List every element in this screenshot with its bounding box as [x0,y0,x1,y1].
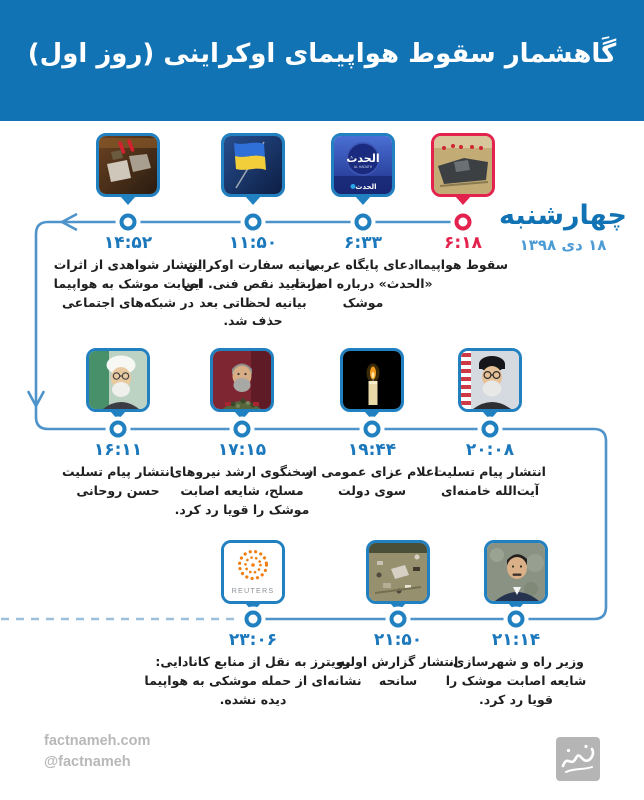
entry-time: ۱۷:۱۵ [217,440,267,460]
khamenei-photo [458,348,522,412]
date-label: ۱۸ دی ۱۳۹۸ [519,236,607,255]
photo-pointer [364,411,380,420]
entry-time: ۲۱:۵۰ [373,630,423,650]
entry-text: انتشار شواهدی از اثرات اصابت موشک به هواپیما در شبکه‌های اجتماعی [53,257,203,310]
crash-report-photo [366,540,430,604]
timeline-node [355,214,372,231]
alhadath-circle-text: الحدث [346,152,380,165]
header-bar [0,0,644,121]
entry-text: بیانیه سفارت اوکراین در تایید نقص فنی. این بیانیه لحظاتی بعد حذف شد. [183,257,323,329]
page-title: گَاهشمار سقوط هواپیمای اوکراینی (روز اول) [27,38,617,69]
photo-pointer [234,411,250,420]
entry-text: سخنگوی ارشد نیروهای مسلح، شایعه اصابت موشک را قویا رد کرد. [170,464,314,517]
photo-pointer [245,196,261,205]
timeline-node [508,611,525,628]
ukraine-flag-photo [221,133,285,197]
photo-pointer [482,411,498,420]
timeline-node [455,214,472,231]
entry-time: ۶:۳۳ [344,233,382,253]
alhadath-logo [331,133,395,197]
timeline-node [120,214,137,231]
wreckage-evidence-photo [96,133,160,197]
rouhani-photo [86,348,150,412]
footer-website: factnameh.com [44,733,151,749]
entry-time: ۱۹:۴۴ [347,440,397,460]
entry-text: انتشار پیام تسلیت حسن روحانی [62,464,174,498]
timeline-node [110,421,127,438]
photo-pointer [120,196,136,205]
timeline-node [234,421,251,438]
timeline-node [482,421,499,438]
weekday-label: چهارشنبه [499,200,627,231]
crash-site-photo [431,133,495,197]
entry-time: ۶:۱۸ [444,233,482,253]
entry-time: ۱۶:۱۱ [93,440,143,460]
entry-time: ۲۳:۰۶ [228,630,278,650]
reuters-logo [221,540,285,604]
entry-text: وزیر راه و شهرسازی، شایعه اصابت موشک را قویا رد کرد. [445,654,587,707]
entry-time: ۱۱:۵۰ [228,233,278,253]
factnameh-logo [556,737,600,785]
armed-forces-spokesman-photo [210,348,274,412]
photo-pointer [355,196,371,205]
roads-minister-photo [484,540,548,604]
entry-text: انتشار پیام تسلیت آیت‌الله خامنه‌ای [434,464,546,498]
alhadath-caption: الحدث [355,183,377,191]
photo-pointer [110,411,126,420]
entry-text: اعلام عزای عمومی از سوی دولت [305,464,439,498]
entry-text: رویترز به نقل از منابع کانادایی: نشانه‌ای از حمله موشکی به هواپیما دیده نشده. [144,654,362,707]
entry-time: ۱۴:۵۲ [103,233,153,253]
alhadath-subtext: AL HADATH [353,165,373,169]
entry-text: انتشار گزارش اولیه سانحه [337,654,459,688]
entry-text: سقوط هواپیما [417,257,509,272]
mourning-candle-photo [340,348,404,412]
reuters-wordmark: REUTERS [231,586,275,595]
entry-time: ۲۰:۰۸ [465,440,515,460]
footer-credits [44,731,150,773]
footer-handle: @factnameh [44,754,131,771]
timeline-node [245,214,262,231]
timeline-node [364,421,381,438]
timeline-node [245,611,262,628]
entry-text: ادعای پایگاه عربی «الحدث» درباره اصابت موشک [293,257,433,310]
entry-time: ۲۱:۱۴ [491,630,541,650]
timeline-node [390,611,407,628]
timeline-entry [183,133,323,331]
photo-pointer [455,196,471,205]
